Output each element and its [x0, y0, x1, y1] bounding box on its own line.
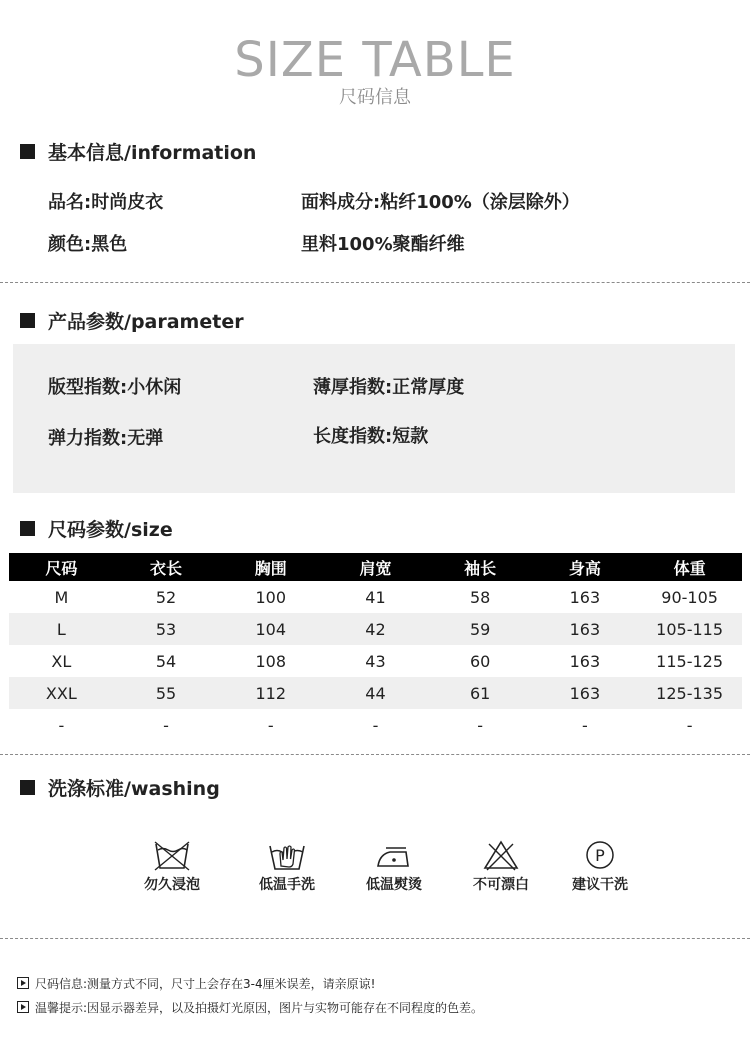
- table-cell: 100: [255, 587, 287, 607]
- section-size-title: 尺码参数/size: [48, 518, 173, 541]
- table-cell: 163: [533, 613, 638, 645]
- section-parameter-title: 产品参数/parameter: [48, 310, 244, 333]
- table-cell: 41: [365, 587, 386, 607]
- wash-item-no-soak: [122, 838, 222, 894]
- table-cell: 61: [428, 677, 533, 709]
- section-basic-info-title: 基本信息/information: [48, 141, 257, 164]
- wash-item-label: 勿久浸泡: [144, 877, 200, 893]
- note-color-tip: [17, 998, 483, 1016]
- table-cell: 42: [323, 613, 428, 645]
- page-title: SIZE TABLE: [234, 32, 516, 88]
- table-row: [9, 645, 742, 677]
- table-cell: 90-105: [661, 587, 718, 607]
- table-cell: 105-115: [637, 613, 742, 645]
- table-cell: -: [477, 715, 484, 735]
- table-cell: 55: [114, 677, 219, 709]
- table-cell: 108: [255, 651, 287, 671]
- low-temp-hand-wash-icon: [265, 838, 309, 872]
- divider: [0, 938, 750, 939]
- section-washing-title: 洗涤标准/washing: [48, 777, 220, 800]
- table-cell: 125-135: [637, 677, 742, 709]
- table-cell: 115-125: [656, 651, 724, 671]
- table-cell: 52: [155, 587, 177, 607]
- table-cell: 53: [114, 613, 219, 645]
- section-washing-heading: [20, 774, 220, 800]
- table-row: [9, 709, 742, 741]
- product-name: 品名:时尚皮衣: [48, 192, 164, 213]
- table-row: [9, 677, 742, 709]
- wash-item-label: 低温手洗: [259, 877, 315, 893]
- no-bleach-icon: [479, 838, 523, 872]
- table-cell: XXL: [9, 677, 114, 709]
- wash-item-label: 建议干洗: [572, 877, 628, 893]
- length-index: 长度指数:短款: [313, 426, 429, 447]
- page-subtitle: 尺码信息: [339, 87, 411, 108]
- table-cell: -: [581, 715, 588, 735]
- table-cell: 163: [569, 651, 601, 671]
- note-text: 尺码信息:测量方式不同，尺寸上会存在3-4厘米误差，请亲原谅!: [35, 976, 376, 991]
- column-header: 身高: [533, 553, 638, 581]
- section-size-heading: [20, 515, 173, 541]
- table-row: [9, 581, 742, 613]
- note-size-info: [17, 974, 375, 992]
- table-cell: 58: [469, 587, 491, 607]
- product-color: 颜色:黑色: [48, 234, 128, 255]
- table-row: [9, 613, 742, 645]
- square-bullet-icon: [20, 521, 35, 536]
- table-cell: M: [54, 587, 69, 607]
- table-cell: XL: [51, 651, 72, 671]
- wash-item-iron: [344, 838, 444, 894]
- table-cell: 60: [469, 651, 491, 671]
- column-header: 衣长: [114, 553, 219, 581]
- wash-item-label: 不可漂白: [473, 877, 529, 893]
- section-parameter-heading: [20, 307, 244, 333]
- thickness-index: 薄厚指数:正常厚度: [313, 377, 465, 398]
- table-cell: 163: [533, 677, 638, 709]
- column-header: 体重: [637, 553, 742, 581]
- table-cell: 43: [365, 651, 386, 671]
- wash-item-dry-clean: [550, 838, 650, 894]
- table-cell: 104: [218, 613, 323, 645]
- column-header: 肩宽: [323, 553, 428, 581]
- square-bullet-icon: [20, 144, 35, 159]
- fabric-composition: 面料成分:粘纤100%（涂层除外）: [301, 192, 580, 213]
- section-basic-info-heading: [20, 138, 256, 164]
- square-bullet-icon: [20, 780, 35, 795]
- table-cell: -: [686, 715, 693, 735]
- table-cell: 54: [155, 651, 177, 671]
- table-cell: 163: [569, 587, 601, 607]
- table-cell: 44: [323, 677, 428, 709]
- low-temp-iron-icon: [372, 838, 416, 872]
- table-cell: L: [9, 613, 114, 645]
- dry-clean-symbol: P: [595, 846, 605, 865]
- column-header: 袖长: [428, 553, 533, 581]
- size-table-header-row: [9, 553, 742, 581]
- table-cell: -: [58, 715, 65, 735]
- play-icon: [17, 977, 29, 989]
- lining-composition: 里料100%聚酯纤维: [301, 234, 465, 255]
- column-header: 尺码: [9, 553, 114, 581]
- table-cell: 112: [218, 677, 323, 709]
- size-table: [9, 553, 742, 741]
- table-cell: -: [267, 715, 274, 735]
- wash-item-no-bleach: [451, 838, 551, 894]
- divider: [0, 754, 750, 755]
- elasticity-index: 弹力指数:无弹: [48, 428, 164, 449]
- table-cell: -: [163, 715, 169, 735]
- column-header: 胸围: [218, 553, 323, 581]
- table-cell: 59: [428, 613, 533, 645]
- fit-index: 版型指数:小休闲: [48, 377, 182, 398]
- note-text: 温馨提示:因显示器差异，以及拍摄灯光原因，图片与实物可能存在不同程度的色差。: [35, 1000, 484, 1015]
- play-icon: [17, 1001, 29, 1013]
- divider: [0, 282, 750, 283]
- dry-clean-icon: [578, 838, 622, 872]
- wash-item-hand-wash: [237, 838, 337, 894]
- table-cell: -: [372, 715, 379, 735]
- wash-item-label: 低温熨烫: [366, 877, 422, 893]
- no-soak-icon: [150, 838, 194, 872]
- parameter-panel: [13, 344, 735, 493]
- square-bullet-icon: [20, 313, 35, 328]
